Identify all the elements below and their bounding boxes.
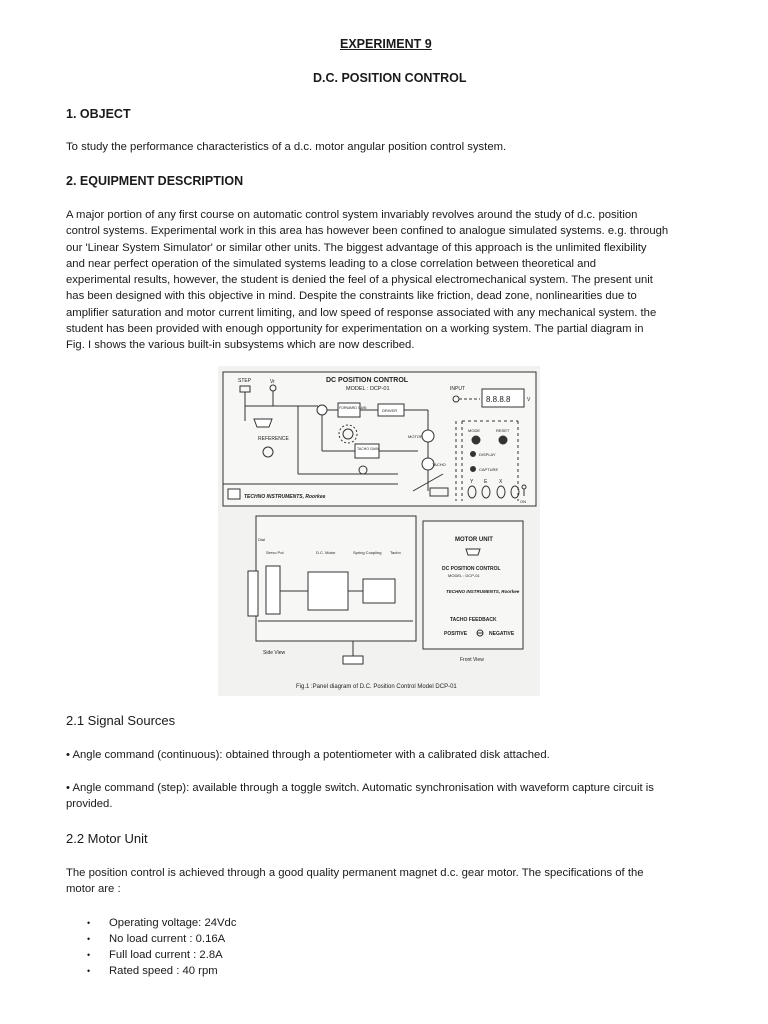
reset-label: RESET [496, 428, 510, 433]
x-socket-label: X [499, 479, 503, 485]
forward-gain-label: FORWARD GAIN [339, 406, 367, 410]
front-title-label: DC POSITION CONTROL [442, 566, 501, 572]
panel-diagram-figure [218, 366, 540, 696]
paragraph-line: and near perfect operation of the simulated systems leading to a close correlation between theoretical and [66, 257, 597, 270]
list-item: • Full load current : 2.8A [87, 947, 237, 963]
y-socket-label: Y [470, 479, 474, 485]
front-brand-label: TECHNO INSTRUMENTS, Roorkee [446, 589, 520, 594]
step-label: STEP [238, 378, 252, 384]
motor-label: MOTOR [408, 434, 423, 439]
capture-mode-label: CAPTURE [479, 467, 499, 472]
motor-spec-list [87, 915, 237, 979]
display-mode-label: DISPLAY [479, 452, 496, 457]
section-equipment-heading: 2. EQUIPMENT DESCRIPTION [66, 174, 244, 188]
paragraph-line: motor are : [66, 883, 121, 896]
vr-label: Vr [270, 379, 275, 385]
motor-unit-label: MOTOR UNIT [455, 537, 493, 543]
paragraph-line: amplifier saturation and motor current limiting, and low speed of response associated with any mechanical system. the [66, 306, 657, 319]
positive-label: POSITIVE [444, 631, 468, 637]
document-subtitle: D.C. POSITION CONTROL [313, 71, 467, 85]
paragraph-line: • Angle command (step): available through a toggle switch. Automatic synchronisation with waveform capture circuit is [66, 782, 654, 794]
tacho-gain-label: TACHO GAIN [357, 447, 379, 451]
panel-diagram-svg [218, 366, 540, 696]
dc-motor-label: D.C. Motor [316, 550, 336, 555]
display-readout: 8.8.8.8 [486, 395, 511, 404]
reference-label: REFERENCE [258, 436, 289, 442]
volts-label: V [527, 397, 531, 403]
equipment-paragraph [66, 207, 706, 354]
tacho-label: TACHO [432, 462, 446, 467]
e-socket-label: E [484, 479, 488, 485]
side-view-label: Side View [263, 650, 286, 656]
paragraph-line: has been designed with this objective in mind. Despite the constraints like friction, dead zone, nonlinearities due to [66, 290, 637, 303]
figure-caption: Fig.1 :Panel diagram of D.C. Position Control Model DCP-01 [296, 684, 457, 690]
panel-title: DC POSITION CONTROL [326, 377, 409, 384]
object-text: To study the performance characteristics of a d.c. motor angular position control system. [66, 141, 507, 153]
dial-label: Dial [258, 537, 265, 542]
motor-unit-heading: 2.2 Motor Unit [66, 831, 148, 846]
input-label: INPUT [450, 386, 465, 392]
signal-bullet-continuous: • Angle command (continuous): obtained through a potentiometer with a calibrated disk attached. [66, 749, 550, 761]
motor-unit-paragraph [66, 865, 706, 898]
signal-bullet-step [66, 780, 706, 813]
servo-pot-label: Servo Pot [266, 550, 284, 555]
front-view-label: Front View [460, 657, 484, 663]
signal-sources-heading: 2.1 Signal Sources [66, 713, 176, 728]
list-item: • Rated speed : 40 rpm [87, 963, 237, 979]
paragraph-line: The position control is achieved through a good quality permanent magnet d.c. gear motor. The specifications of the [66, 867, 644, 879]
tacho-side-label: Tacho [390, 550, 401, 555]
experiment-title: EXPERIMENT 9 [340, 37, 432, 51]
paragraph-line: control systems. Experimental work in this area has however been confined to analogue simulated systems. e.g. through [66, 225, 669, 238]
driver-label: DRIVER [382, 408, 398, 413]
section-object-heading: 1. OBJECT [66, 107, 131, 121]
tacho-feedback-label: TACHO FEEDBACK [450, 617, 497, 623]
panel-model: MODEL : DCP-01 [346, 386, 390, 392]
paragraph-line: experimental results, however, the student is denied the feel of a physical electromechanical system. The present unit [66, 274, 653, 287]
list-item: • No load current : 0.16A [87, 931, 237, 947]
spring-coupling-label: Spring Coupling [353, 550, 382, 555]
brand-label: TECHNO INSTRUMENTS, Roorkee [244, 494, 326, 500]
paragraph-line: Fig. I shows the various built-in subsystems which are now described. [66, 339, 415, 352]
mode-label: MODE [468, 428, 480, 433]
front-model-label: MODEL : DCP-01 [448, 573, 480, 578]
list-item: • Operating voltage: 24Vdc [87, 915, 237, 931]
paragraph-line: our 'Linear System Simulator' or similar other units. The biggest advantage of this approach is the unlimited flexibility [66, 241, 647, 254]
paragraph-line: A major portion of any first course on automatic control system invariably revolves around the study of d.c. position [66, 209, 638, 221]
negative-label: NEGATIVE [489, 631, 515, 637]
paragraph-line: student has been provided with enough opportunity for experimentation on a working system. The partial diagram in [66, 323, 644, 336]
paragraph-line: provided. [66, 798, 113, 811]
on-label: ON [520, 499, 526, 504]
